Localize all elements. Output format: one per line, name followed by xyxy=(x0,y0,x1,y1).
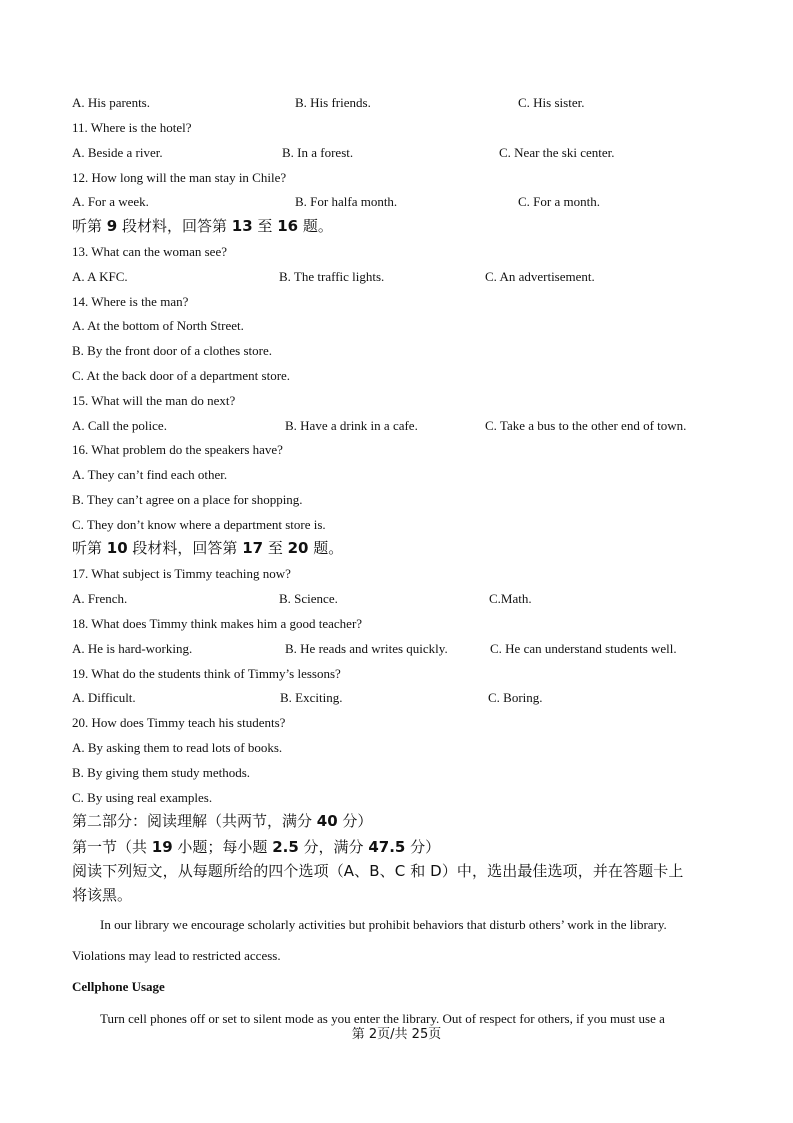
q14-option-a: A. At the bottom of North Street. xyxy=(72,318,244,333)
q14-stem: 14. Where is the man? xyxy=(72,294,189,309)
q15-option-a: A. Call the police. xyxy=(72,418,167,433)
q16-option-c: C. They don’t know where a department store is. xyxy=(72,517,326,532)
q17-option-a: A. French. xyxy=(72,591,128,606)
q13-option-b: B. The traffic lights. xyxy=(279,269,385,284)
q17-stem: 17. What subject is Timmy teaching now? xyxy=(72,566,291,581)
q10-option-b: B. His friends. xyxy=(295,95,371,110)
passage-paragraph-1: In our library we encourage scholarly activities but prohibit behaviors that disturb others’ work in the library. xyxy=(100,917,667,932)
q15-option-c: C. Take a bus to the other end of town. xyxy=(485,418,687,433)
q16-option-b: B. They can’t agree on a place for shopping. xyxy=(72,492,303,507)
section-9-instruction: 听第 9 段材料，回答第 13 至 16 题。 xyxy=(72,217,333,235)
q19-stem: 19. What do the students think of Timmy’s lessons? xyxy=(72,666,341,681)
q13-stem: 13. What can the woman see? xyxy=(72,244,227,259)
q11-option-a: A. Beside a river. xyxy=(72,145,163,160)
q19-option-a: A. Difficult. xyxy=(72,690,136,705)
q16-option-a: A. They can’t find each other. xyxy=(72,467,228,482)
q20-option-b: B. By giving them study methods. xyxy=(72,765,251,780)
q20-stem: 20. How does Timmy teach his students? xyxy=(72,715,286,730)
q16-stem: 16. What problem do the speakers have? xyxy=(72,442,283,457)
q15-stem: 15. What will the man do next? xyxy=(72,393,236,408)
q17-option-c: C.Math. xyxy=(489,591,532,606)
q19-option-b: B. Exciting. xyxy=(280,690,343,705)
q18-option-c: C. He can understand students well. xyxy=(490,641,677,656)
passage-paragraph-1-continued: Violations may lead to restricted access. xyxy=(72,948,281,963)
q18-option-a: A. He is hard-working. xyxy=(72,641,193,656)
q15-option-b: B. Have a drink in a cafe. xyxy=(285,418,418,433)
part-2-instruction-line-1: 阅读下列短文，从每题所给的四个选项（A、B、C 和 D）中，选出最佳选项，并在答题卡上 xyxy=(72,862,684,880)
q10-option-c: C. His sister. xyxy=(518,95,585,110)
q14-option-c: C. At the back door of a department store. xyxy=(72,368,291,383)
page-footer: 第 2页/共 25页 xyxy=(351,1027,442,1042)
q11-stem: 11. Where is the hotel? xyxy=(72,120,192,135)
q13-option-a: A. A KFC. xyxy=(72,269,128,284)
q19-option-c: C. Boring. xyxy=(488,690,543,705)
q12-option-b: B. For halfa month. xyxy=(295,194,398,209)
q18-option-b: B. He reads and writes quickly. xyxy=(285,641,448,656)
part-2-title: 第二部分：阅读理解（共两节，满分 40 分） xyxy=(72,812,373,830)
passage-paragraph-2: Turn cell phones off or set to silent mode as you enter the library. Out of respect for others, if you must use a xyxy=(100,1011,665,1026)
q18-stem: 18. What does Timmy think makes him a good teacher? xyxy=(72,616,363,631)
q14-option-b: B. By the front door of a clothes store. xyxy=(72,343,273,358)
passage-heading-cellphone-usage: Cellphone Usage xyxy=(72,979,165,994)
q12-stem: 12. How long will the man stay in Chile? xyxy=(72,170,287,185)
part-2-section-1-title: 第一节（共 19 小题；每小题 2.5 分，满分 47.5 分） xyxy=(72,838,441,856)
q20-option-a: A. By asking them to read lots of books. xyxy=(72,740,283,755)
q20-option-c: C. By using real examples. xyxy=(72,790,213,805)
q12-option-a: A. For a week. xyxy=(72,194,149,209)
q11-option-c: C. Near the ski center. xyxy=(499,145,615,160)
q10-option-a: A. His parents. xyxy=(72,95,150,110)
q13-option-c: C. An advertisement. xyxy=(485,269,595,284)
q17-option-b: B. Science. xyxy=(279,591,338,606)
section-10-instruction: 听第 10 段材料，回答第 17 至 20 题。 xyxy=(72,539,344,557)
q11-option-b: B. In a forest. xyxy=(282,145,354,160)
part-2-instruction-line-2: 将该黑。 xyxy=(72,886,133,904)
q12-option-c: C. For a month. xyxy=(518,194,600,209)
